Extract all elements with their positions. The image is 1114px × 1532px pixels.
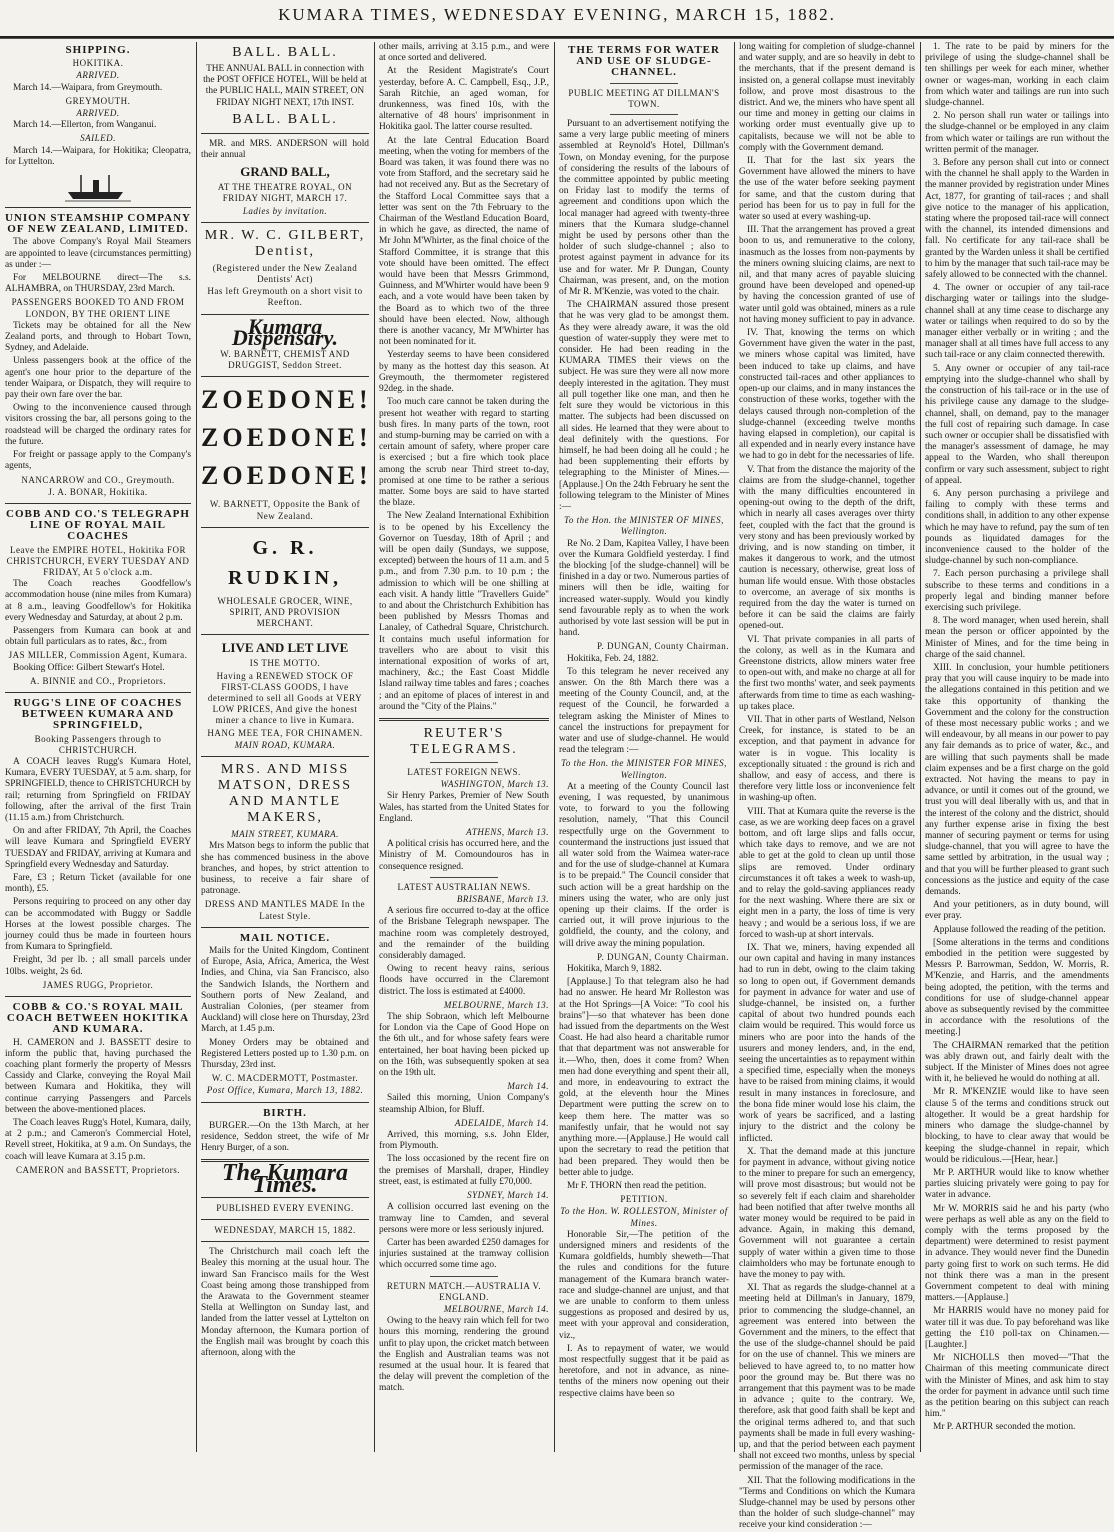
paragraph: 6. Any person purchasing a privilege and failing to comply with these terms and conditions shall, in addition to any other expense which he may have to refund, pay the sum of ten pounds as liquidated damages for the inconvenience caused to the holder of the sludge-channel by such non-compliance. (925, 488, 1109, 567)
divider (610, 114, 678, 115)
paragraph: Hokitika, March 9, 1882. (567, 964, 662, 975)
paragraph: A political crisis has occurred here, and the Ministry of M. Comoundouros has in consequence resigned. (379, 839, 549, 872)
column-3 (374, 42, 554, 1452)
paragraph: Too much care cannot be taken during the present hot weather with regard to starting bush fires. In many parts of the town, root and stump-burning may be carried on with a certain amount of safety, where proper care is exercised ; but a fire which took place among the scrub near Third street to-day, promised at one time to be rather a serious matter. Some boys are said to have started the blaze. (379, 397, 549, 509)
paragraph: Mr R. M'KENZIE would like to have seen clause 5 of the terms and conditions struck out altogether. It would be a great hardship for miners who damage the sludge-channel by blocking, to have to clear away that would be keeping the sludge-channel in repair, which would be ridiculous.—[Hear, hear.] (925, 1087, 1109, 1165)
paragraph: The ship Sobraon, which left Melbourne for London via the Cape of Good Hope on the 6th ult., and for whose safety fears were entertained, her boat having been picked up on the 16th, was subsequently spoken at sea on the 19th ult. (379, 1012, 549, 1079)
divider (201, 222, 369, 223)
agent-signature: JAMES RUGG, Proprietor. (42, 979, 154, 990)
dateline: WASHINGTON, March 13. (440, 779, 549, 790)
postmaster-signature: W. C. MACDERMOTT, Postmaster. (211, 1073, 359, 1084)
paragraph: other mails, arriving at 3.15 p.m., and were at once sorted and delivered. (379, 42, 549, 64)
paragraph: VIII. That at Kumara quite the reverse is the case, as we are working deep faces on a gravel bottom, and oft large slips and falls occur, which take days to remove, and we are not able to get at the gold to clean up until those slips are removed. Under ordinary circumstances it oft takes a week to wash-up, and to relay the gold-saving appliances ready for the next washing. Where there are six or eight men in a party, the loss of time is very heavy ; and would be a serious loss, if we are forced to wash-up at short intervals. (739, 806, 915, 940)
dateline: ADELAIDE, March 14. (454, 1117, 549, 1128)
dateline: ATHENS, March 13. (466, 827, 549, 837)
paragraph: Persons requiring to proceed on any other day can be accommodated with Buggy or Saddle Horses at the lowest possible charges. The journey could thus be made in fourteen hours from Kumara to Springfield. (5, 897, 191, 953)
paragraph: Mr W. MORRIS said he and his party (who were perhaps as well able as any on the field to comply with the terms proposed by the department) were determined to resist payment in advance. They would never find the Dunedin party going first to work on such terms. He did not think there was a man in the present Government competent to deal with mining matters.—[Applause.] (925, 1203, 1109, 1304)
divider (201, 1219, 369, 1220)
divider (201, 756, 369, 757)
birth-heading: BIRTH. (263, 1106, 307, 1119)
section-heading: RETURN MATCH.—AUSTRALIA V. ENGLAND. (386, 1280, 542, 1302)
divider (379, 718, 549, 721)
paragraph: VI. That private companies in all parts of the colony, as well as in the Kumara and Greenstone districts, allow miners water free to open-out with, and make no charge at all for the first two months' water, and seek payments afterwards from time to time as each washing-up takes place. (739, 634, 915, 712)
issue-date: WEDNESDAY, MARCH 15, 1882. (214, 1224, 356, 1235)
paragraph: Hokitika, Feb. 24, 1882. (567, 653, 659, 664)
paragraph: The New Zealand International Exhibition is to be opened by his Excellency the Governor on Tuesday, 18th of April ; and will be open daily (Sundays, we suppose, excepted) between the hours of 11 a.m. and 5 p.m., and from 7.30 p.m. to 10 p.m ; the admission to which will be one shilling at each visit. A handy little "Travellers Guide" to and about the Christchurch Exhibition has been published by Messrs Thomas and Lanaley, of Cathedral Square, Christchurch. It contains much useful information for travellers who are about to visit this international exposition of works of art, machinery, &c.; the East Coast Middle Island railway time tables and fares ; coaches ; and an epitome of places of interest in and around the "City of the Plains." (379, 511, 549, 712)
dentist-note: Has left Greymouth on a short visit to Reefton. (207, 286, 363, 308)
paragraph: XIII. In conclusion, your humble petitioners pray that you will cause inquiry to be made into the allegations contained in this petition and we take this opportunity of thanking the Government and the colony for the construction of these most necessary public works ; and we will endeavour, by all means in our power to pay any fair demands as to price of water, &c., and are willing that such payments shall be made claim expenses and be a first charge on the gold extracted. Not having the means to pay in advance, or until it comes out of the ground, we trust you will deal liberally with us, and that in the interest of the colony and the district, should any further expense arise in fixing the best manner of securing payment or terms for using sludge-channel, that you will agree to have the same settled by arbitration, in the usual way ; and that you will be further pleased to grant such concessions as the justice and equity of the case demands. (925, 662, 1109, 898)
cobb-royal-mail-heading: COBB & CO.'S ROYAL MAIL COACH BETWEEN HOKITIKA AND KUMARA. (6, 1001, 190, 1036)
post-office-line: Post Office, Kumara, March 13, 1882. (206, 1085, 364, 1096)
column-2 (196, 42, 374, 1452)
paragraph: At the Resident Magistrate's Court yesterday, before A. C. Campbell, Esq., J.P., Sarah Ritchie, an aged woman, for drunkenness, was fined 10s, with the alternative of 48 hours' imprisonment in Hokitika gaol. The latter course resulted. (379, 66, 549, 133)
paragraph: Money Orders may be obtained and Registered Letters posted up to 1.30 p.m. on Thursday, 23rd inst. (201, 1037, 369, 1070)
zoedone-heading: ZOEDONE! (201, 385, 372, 415)
paragraph: The Coach reaches Goodfellow's accommodation house (nine miles from Kumara) at 8 a.m., leaving Goodfellow's for Hokitika every Wednesday and Saturday, at about 2 p.m. (5, 579, 191, 623)
divider (201, 1102, 369, 1103)
paragraph: The above Company's Royal Mail Steamers are appointed to leave (circumstances permitting) as under :— (5, 237, 191, 270)
paragraph: Yesterday seems to have been considered by many as the hottest day this season. At Greymouth, the thermometer registered 92deg. in the shade. (379, 350, 549, 395)
paragraph: II. That for the last six years the Government have allowed the miners to have the use of the water before seeking payment for same, and that the custom during that period has been for us to pay in full for the water so used at every washing-up. (739, 156, 915, 223)
arrival-entry: March 14.—Ellerton, from Wanganui. (13, 120, 157, 131)
paragraph: The CHAIRMAN assured those present that he was very glad to be amongst them. As they were already aware, it was the old question of water-supply they were met to consider. He had been reading in the KUMARA TIMES their views on the subject. He was sure they were all now more deeply interested in the agitation. They must all pull together like one man, and then he felt sure they would be victorious in this matter. The subjects had been discussed on all sides. He learned that they were about to deal definitely with the questions. For himself, he had been doing all he could ; he had been supplementing their efforts by telegraphing to the Minister of Mines.—[Applause.] On the 24th February he sent the following telegram to the Minister of Mines :— (559, 300, 729, 512)
column-4 (554, 42, 734, 1452)
paragraph: On and after FRIDAY, 7th April, the Coaches will leave Kumara and Springfield EVERY TUESDAY and FRIDAY, arriving at Kumara and Springfield every Wednesday and Saturday. (5, 826, 191, 870)
paragraph: A collision occurred last evening on the tramway line to Camden, and several persons were more or less seriously injured. (379, 1202, 549, 1235)
paragraph: Mr P. ARTHUR would like to know whether parties sluicing privately were going to pay for water in advance. (925, 1167, 1109, 1201)
motto-heading: LIVE AND LET LIVE (221, 640, 349, 656)
paragraph: Re No. 2 Dam, Kapitea Valley, I have been over the Kumara Goldfield yesterday. I find the blocking [of the sludge-channel] will be finished in a day or two. Numerous parties of miners will then be idle, waiting for increased water-supply. Would you kindly send favourable reply as to when the work authorised by vote last session will be put in hand. (559, 538, 730, 639)
rudkin-trade: WHOLESALE GROCER, WINE, SPIRIT, AND PROVISION MERCHANT. (217, 595, 353, 629)
paragraph: Mr HARRIS would have no money paid for water till it was due. To pay beforehand was like getting the £10 poll-tax on Chinamen.—[Laughter.] (925, 1306, 1109, 1350)
paragraph: Mr P. ARTHUR seconded the motion. (933, 1422, 1076, 1433)
divider (201, 376, 369, 377)
arrived-label: ARRIVED. (76, 70, 120, 81)
theatre-line: AT THE THEATRE ROYAL, ON FRIDAY NIGHT, MARCH 17. (217, 182, 353, 204)
paragraph: IV. That, knowing the terms on which Government have given the water in the past, we miners whose capital was limited, have been induced to take up claims, and have constructed tail-races and other appliances to open-up our claims, and in many instances the construction of these works, together with the delays caused through non-completion of the sludge-channel (exceeding twelve months having elapsed in completion), our capital is all expended and in nearly every instance have we had to go in debt for the necessaries of life. (739, 328, 915, 462)
zoedone-heading: ZOEDONE! (201, 423, 372, 453)
chemist-line: W. BARNETT, CHEMIST AND DRUGGIST, Seddon Street. (220, 349, 350, 371)
divider (201, 927, 369, 928)
grand-ball-heading: GRAND BALL, (240, 164, 330, 180)
paragraph: X. That the demand made at this juncture for payment in advance, without giving notice to the miner to prepare for such an emergency, will prove most disastrous; but would not be so severely felt if each claim and shareholder had been notified that after twelve months all water money would be required to be paid in advance. Again, in making this demand, Government will not guarantee a certain supply of water within a given time to those claimholders who may be fortunate enough to have the money to pay with. (739, 1146, 915, 1280)
paragraph: Sailed this morning, Union Company's steamship Albion, for Bluff. (379, 1093, 549, 1115)
paragraph: Applause followed the reading of the petition. (933, 924, 1106, 935)
section-heading: LATEST FOREIGN NEWS. (407, 766, 521, 777)
paragraph: Sir Henry Parkes, Premier of New South Wales, has started from the United States for England. (379, 791, 549, 824)
column-6 (920, 42, 1114, 1452)
paragraph: The Christchurch mail coach left the Bealey this morning at the usual hour. The inward San Francisco mails for the West Coast being among those transhipped from the Arawata to the Government steamer Stella at Wellington on Sunday last, and landed from the latter vessel at Lyttelton on Monday afternoon, the Kumara portion of the English mail was brought by coach this afternoon, along with the (201, 1247, 369, 1359)
zoedone-heading: ZOEDONE! (201, 461, 372, 491)
paragraph: At a meeting of the County Council last evening, I was requested, by unanimous vote, to forward to you the following resolution, namely, "That this Council respectfully urge on the Government to countermand the instructions just issued that all water sold from the Waimea water-race and for the use of sludge-channel at Kumara is to be prepaid." The Council consider that such action will be a great hardship on the miners using the water, who are only just opening up their claims. If the order is carried out, it will prove injurious to the goldfield, the county, and the colony, and will drive away the mining population. (559, 781, 729, 949)
column-1 (0, 42, 196, 1452)
signature: P. DUNGAN, County Chairman. (597, 641, 729, 652)
article-subheading: PUBLIC MEETING AT DILLMAN'S TOWN. (568, 87, 720, 109)
published-line: PUBLISHED EVERY EVENING. (216, 1202, 354, 1213)
section-heading: LATEST AUSTRALIAN NEWS. (397, 881, 531, 892)
agent-signature: CAMERON and BASSETT, Proprietors. (15, 1164, 181, 1175)
cobb-schedule: Leave the EMPIRE HOTEL, Hokitika FOR CHRISTCHURCH, EVERY TUESDAY AND FRIDAY, At 5 o'clock a.m. (6, 544, 190, 577)
paragraph: III. That the arrangement has proved a great boon to us, and remunerative to the colony, inasmuch as the losses from non-payments by the miners owning sluicing claims, are next to nil, and that many acres of payable sluicing ground have been developed and opened-up by having the concession granted of use of water until gold was obtained, miners as a rule not having money sufficient to pay in advance. (739, 225, 915, 325)
ladies-line: Ladies by invitation. (242, 205, 328, 216)
paragraph: IX. That we, miners, having expended all our own capital and having in many instances had to run in debt, owing to the claim taking so long to open out, if Government demands for payment in advance for water and use of sludge-channel, be insisted on, a further capital of about two hundred pounds each claim would be required. This would force us miners who are poor into the hands of the usurers and money lenders, and, in the end, seeing the uncertainties as to repayment within a specified time, especially when the moneys have to be raised from mining claims, it would result in many instances in foreclosure, and the bona fide miner would lose his claim, the work of years be sacrificed, and a lasting injury to the district and the colony be inflicted. (739, 943, 915, 1144)
paragraph: VII. That in other parts of Westland, Nelson Creek, for instance, is stated to be an exception, and that payment in advance for water is in vogue. This locality is exceptionally situated : the ground is rich and shallow, and easy of access, and there is therefore very little loss or inconvenience felt in washing-up often. (739, 714, 915, 804)
divider (201, 1241, 369, 1242)
rugg-subheading: Booking Passengers through to CHRISTCHURCH. (34, 733, 162, 755)
paragraph: To this telegram he never received any answer. On the 8th March there was a meeting of the County Council, and, at the request of the Council, he forwarded a telegram asking the Minister of Mines to cancel the instructions for prepayment for water and use of sludge-channel. He would read the telegram :— (559, 666, 729, 756)
union-company-heading: UNION STEAMSHIP COMPANY OF NEW ZEALAND, LIMITED. (5, 212, 191, 236)
dateline: March 14. (507, 1081, 549, 1092)
paragraph: Arrived, this morning, s.s. John Elder, from Plymouth. (379, 1130, 549, 1152)
paragraph: [Some alterations in the terms and conditions embodied in the petition were suggested by Messrs P. Barrowman, Seddon, W. Morris, R. M'Kenzie, and Harris, and the amendments being adopted, the petition, with the terms and conditions for use of sludge-channel appear above as subsequently revised by the committee in accordance with the resolutions of the meeting.] (925, 937, 1109, 1038)
rugg-heading: RUGG'S LINE OF COACHES BETWEEN KUMARA AND SPRINGFIELD, (13, 696, 183, 732)
ball-heading: BALL. BALL. (232, 45, 338, 60)
divider (430, 877, 498, 878)
dispensary-heading: Kumara Dispensary. (231, 313, 339, 350)
divider (610, 83, 678, 84)
agent-signature: NANCARROW and CO., Greymouth. (21, 474, 175, 485)
passengers-heading: PASSENGERS BOOKED TO AND FROM LONDON, BY THE ORIENT LINE (11, 297, 185, 319)
signature: P. DUNGAN, County Chairman. (597, 951, 729, 962)
address-line: MAIN ROAD, KUMARA. (234, 739, 336, 750)
steamship-icon (63, 172, 133, 202)
sailed-label: SAILED. (80, 133, 116, 144)
paragraph: For MELBOURNE direct—The s.s. ALHAMBRA, on THURSDAY, 23rd March. (5, 273, 191, 295)
renewed-stock: Having a RENEWED STOCK OF FIRST-CLASS GOODS, I have determined to sell all Goods at VERY LOW PRICES, And give the honest miner a chance to live in Kumara. (207, 670, 363, 726)
ball-heading: BALL. BALL. (232, 111, 338, 127)
paragraph: long waiting for completion of sludge-channel and water supply, and are so heavily in debt to the merchants, that if the present demand is insisted on, a general collapse must inevitably follow, and prove most disastrous to the district. And we, the miners who have spent all our time and money in getting our claims in working order must eventually give up to capitalists, because we will not be able to comply with the Government demand. (739, 42, 916, 153)
rudkin-heading: G. R. RUDKIN, (227, 536, 343, 589)
dateline: MELBOURNE, March 13. (443, 999, 549, 1010)
divider (201, 527, 369, 528)
paragraph: 4. The owner or occupier of any tail-race discharging water or tailings into the sludge-channel shall at any time cease to discharge any water or tailings when required to do so by the manager either verbally or in writing ; and the manager shall at all times have full access to any such tail-race or any claim connected therewith. (925, 283, 1109, 361)
paragraph: XII. That the following modifications in the "Terms and Conditions on which the Kumara Sludge-channel may be used by persons other than the holder of such sludge-channel" may receive your kind consideration :— (739, 1475, 915, 1531)
divider (5, 503, 191, 504)
page-masthead: KUMARA TIMES, WEDNESDAY EVENING, MARCH 15, 1882. (0, 0, 1114, 38)
agent-signature: A. BINNIE and CO., Proprietors. (30, 675, 166, 686)
divider (430, 762, 498, 763)
matson-heading: MRS. AND MISS MATSON, DRESS AND MANTLE MAKERS, (217, 762, 353, 826)
divider (5, 692, 191, 693)
paragraph: Owing to the heavy rain which fell for two hours this morning, rendering the ground unfit to play upon, the cricket match between the English and Australian teams was not resumed at the usual hour. It is feared that the delay will prevent the completion of the match. (379, 1316, 549, 1394)
port-heading: HOKITIKA. (72, 58, 124, 69)
paragraph: Owing to recent heavy rains, serious floods have occurred in the Claremont district. The loss is estimated at £4000. (379, 964, 549, 997)
dentist-heading: MR. W. C. GILBERT, Dentist, (204, 227, 366, 259)
paragraph: Mr F. THORN then read the petition. (567, 1180, 707, 1191)
paragraph: 3. Before any person shall cut into or connect with the channel he shall apply to the Warden in the manner provided by registration under Mines Act, 1877, for granting of tail-races ; and shall give notice to the manager of his application, stating where the proposed tail-race will connect with the channel, its intended dimensions and fall. No certificate for any tail-race shall be granted by the Warden unless it shall be certified to him by the manager that such tail-race may be safely allowed to be connected with the channel. (925, 158, 1109, 281)
dress-line: DRESS AND MANTLES MADE In the Latest Style. (204, 899, 366, 921)
chemist-line: W. BARNETT, Opposite the Bank of New Zealand. (209, 499, 361, 521)
paragraph: Pursuant to an advertisement notifying the same a very large public meeting of miners assembled at Reynold's Hotel, Dillman's Town, on Monday evening, for the purpose of considering the results of the labours of the committee appointed by public meeting on Friday last to modify the terms of agreement and conditions upon which the local manager had agreed with twenty-three miners that the Kumara sludge-channel might be used by persons other than the holder of such sludge-channel ; also to protest against payment in advance for its use and for water. Mr P. Dungan, County Chairman, was present, and, on the motion of Mr R. M'Kenzie, was voted to the chair. (559, 119, 729, 298)
addressee: To the Hon. W. ROLLESTON, Minister of Mines. (560, 1206, 728, 1228)
paragraph: XI. That as regards the sludge-channel at a meeting held at Dillman's in January, 1879, prior to commencing the sludge-channel, an agreement was entered into between the Government and the miners, to the effect that the use of the sludge-channel should be paid for on the use of channel. This we miners are believed to have agreed to, to no matter how poor the ground may be. But there was no arrangement that this payment was to be made in advance ; quite to the contrary. We, therefore, ask that good faith shall be kept and the original terms adhered to, and that such payments shall be made in full every washing-up, and that the period between each payment shall not exceed two months, unless by special permission of the manager of the race. (739, 1283, 915, 1473)
paragraph: V. That from the distance the majority of the claims are from the sludge-channel, together with the many difficulties encountered in opening-out owing to the depth of the drift, which in nearly all cases averages over thirty feet, coupled with the fact that the ground is very stony and has been previously worked by driving, and is now standing on timber, it makes it dangerous to work, and the utmost caution is necessary, otherwise, great loss of human life would ensue. With those obstacles to overcome, an average of six months is required from the day the water is turned on before it can be said the claims are fairly opened-out. (739, 464, 915, 632)
dateline: SYDNEY, March 14. (467, 1190, 549, 1201)
paragraph: 2. No person shall run water or tailings into the sludge-channel or be employed in any claim from which water or tailings are run without the written permit of the manager. (925, 111, 1109, 155)
petition-heading: PETITION. (620, 1194, 668, 1205)
article-heading: THE TERMS FOR WATER AND USE OF SLUDGE-CHANNEL. (568, 44, 720, 79)
paragraph: 8. The word manager, when used herein, shall mean the person or officer appointed by the Minister of Mines, and for the time being in charge of the said channel. (925, 616, 1109, 660)
divider (201, 634, 369, 635)
paragraph: [Applause.] To that telegram also he had had no answer. He heard Mr Rolleston was at the Hot Springs—[A Voice: "To cool his brains"]—so that whatever has been done had issued from the departments on the West Coast. He had also heard a charitable rumor that that department was not answerable for it.—Who, then, does it come from? When men had done everything and spent their all, and more, in endeavouring to extract the gold, at the eleventh hour the Mines Department were putting the screw on to keep them here. The matter was so manifestly unfair, that he would not say anything more.—[Applause.] He would call upon the secretary to read the petition that had been prepared. They would then be better able to judge. (559, 977, 729, 1178)
paragraph: I. As to repayment of water, we would most respectfully suggest that it be paid as heretofore, and not in advance, as nine-tenths of the miners now opening out their respective claims have been so (559, 1343, 729, 1399)
paragraph: The loss occasioned by the recent fire on the premises of Marshall, draper, Hindley street, east, is estimated at fully £70,000. (379, 1154, 549, 1187)
agent-signature: J. A. BONAR, Hokitika. (48, 486, 148, 497)
paragraph: And your petitioners, as in duty bound, will ever pray. (925, 900, 1109, 922)
paragraph: The CHAIRMAN remarked that the petition was ably drawn out, and fairly dealt with the subject. If the Minister of Mines does not agree with it, he believed he would do nothing at all. (925, 1040, 1109, 1085)
paragraph: Booking Office: Gilbert Stewart's Hotel. (13, 662, 165, 673)
paragraph: BURGER.—On the 13th March, at her residence, Seddon street, the wife of Mr Henry Burger, of a son. (201, 1120, 369, 1154)
paragraph: A COACH leaves Rugg's Kumara Hotel, Kumara, EVERY TUESDAY, at 5 a.m. sharp, for SPRINGFIELD, thence to CHRISTCHURCH by rail; returning from Springfield on FRIDAY following, after the arrival of the first Train (11.15 a.m.) from Christchurch. (5, 756, 191, 823)
paragraph: Tickets may be obtained for all the New Zealand ports, and through to Hobart Town, Sydney, and Adelaide. (5, 320, 191, 354)
column-5 (734, 42, 920, 1531)
paragraph: Honorable Sir,—The petition of the undersigned miners and residents of the Kumara goldfields, humbly sheweth—That the rules and conditions for the future management of the Kumara branch water-race and sludge-channel are unjust, and that we are unable to conform to them unless suggestions as proposed and desired by us, meet with your approval and consideration, viz., (559, 1229, 729, 1341)
port-heading: GREYMOUTH. (65, 95, 131, 106)
divider (430, 1276, 498, 1277)
divider (201, 133, 369, 134)
shipping-heading: SHIPPING. (65, 44, 131, 56)
paragraph: THE ANNUAL BALL in connection with the POST OFFICE HOTEL, Will be held at the PUBLIC HALL, MAIN STREET, ON FRIDAY NIGHT NEXT, 17th INST. (203, 64, 367, 108)
paragraph: Owing to the inconvenience caused through visitors crossing the bar, all persons going to the roadstead will be charged the ordinary rates for the future. (5, 403, 191, 447)
hang-mee-tea: HANG MEE TEA, FOR CHINAMEN. (207, 727, 363, 738)
paragraph: Carter has been awarded £250 damages for injuries sustained at the tramway collision which occurred some time ago. (379, 1237, 549, 1271)
paragraph: MR. and MRS. ANDERSON will hold their annual (201, 138, 369, 161)
mail-notice-heading: MAIL NOTICE. (239, 931, 331, 944)
paragraph: 5. Any owner or occupier of any tail-race emptying into the sludge-channel who shall by the construction of his tail-race or in the use of his privilege cause any damage to the sludge-channel, shall, on demand, pay to the manager the full cost of repairing such damage. In case such owner or occupier shall be dissatisfied with the manager's assessment of damage, he may appeal to the Warden, who shall thereupon confirm or vary such assessment, subject to right of appeal. (925, 363, 1109, 486)
reuters-heading: REUTER'S TELEGRAMS. (410, 725, 518, 757)
dentist-registration: (Registered under the New Zealand Dentists' Act) (212, 262, 358, 285)
dateline: MELBOURNE, March 14. (443, 1303, 549, 1314)
arrival-entry: March 14.—Waipara, from Greymouth. (13, 82, 163, 93)
paragraph: Mails for the United Kingdom, Continent of Europe, Asia, Africa, America, the West Indies, and China, via San Francisco, also the Sandwich Islands, the Northern and Southern ports of New Zealand, and Australian Colonies, (per steamer from Auckland) will close here on Thursday, 23rd March, at 1.45 p.m. (201, 945, 369, 1035)
paragraph: For freight or passage apply to the Company's agents, (5, 450, 191, 472)
cobb-heading: COBB AND CO.'S TELEGRAPH LINE OF ROYAL MAIL COACHES (6, 507, 190, 543)
dateline: BRISBANE, March 13. (456, 894, 549, 905)
divider (5, 207, 191, 208)
paragraph: 7. Each person purchasing a privilege shall subscribe to these terms and conditions in a properly legal and binding manner before exercising such privilege. (925, 569, 1109, 613)
address-line: MAIN STREET, KUMARA. (231, 829, 339, 840)
paragraph: A serious fire occurred to-day at the office of the Brisbane Telegraph newspaper. The machine room was completely destroyed, and the remainder of the building considerably damaged. (379, 906, 549, 962)
paragraph: Passengers from Kumara can book at and obtain full particulars as to rates, &c., from (5, 625, 191, 648)
paragraph: At the late Central Education Board meeting, when the voting for members of the Board was taken, it was found there was no vote from Stafford, and the secretary said he had not received any. But as the Secretary of the Stafford Local Committee says that a letter was sent on the 7th February to the Chairman of the Westland Education Board, in which he gave, as directed, the name of Mr John M'Whirter, as the final choice of the Stafford Committee, it is strange that this vote should have been omitted. The effect would have been that Messrs Grimmond, Guinness, and M'Whirter would have been 9 each, and a vote would have been taken by the Board as to which two of the three should have been elected. Now, although there is another vacancy, Mr M'Whirter has not been nominated for it. (379, 135, 549, 348)
addressee: To the Hon. the MINISTER FOR MINES, Wellington. (561, 758, 727, 780)
sailing-entry: March 14.—Waipara, for Hokitika; Cleopatra, for Lyttelton. (5, 145, 191, 167)
agent-signature: JAS MILLER, Commission Agent, Kumara. (8, 650, 188, 661)
masthead-rule (0, 38, 1114, 39)
addressee: To the Hon. the MINISTER OF MINES, Wellington. (564, 515, 724, 537)
paragraph: 1. The rate to be paid by miners for the privilege of using the sludge-channel shall be ten shillings per week for each miner, whether owner or wages-man, working in each claim from which water and tailings are run into such sludge-channel. (925, 42, 1109, 109)
paragraph: Freight, 3d per lb. ; all small parcels under 10lbs. weight, 2s 6d. (5, 955, 191, 977)
motto-line: IS THE MOTTO. (249, 658, 321, 669)
arrived-label: ARRIVED. (76, 108, 120, 119)
paragraph: Fare, £3 ; Return Ticket (available for one month), £5. (5, 873, 191, 895)
paragraph: Mrs Matson begs to inform the public that she has commenced business in the above branches, and hopes, by strict attention to business, to receive a fair share of patronage. (201, 841, 369, 897)
paragraph: The Coach leaves Rugg's Hotel, Kumara, daily, at 2 p.m.; and Cameron's Commercial Hotel, Revell street, Hokitika, at 9 a.m. On Sundays, the coach will leave Kumara at 3.15 p.m. (5, 1118, 191, 1162)
paragraph: Unless passengers book at the office of the agent's one hour prior to the departure of the tender Waipara, or Dispatch, they will require to pay their own fare over the bar. (5, 356, 191, 401)
paragraph: Mr NICHOLLS then moved—"That the Chairman of this meeting communicate direct with the Minister of Mines, and ask him to stay the order for payment in advance until such time as the petition bearing on this subject can reach him." (925, 1353, 1109, 1420)
newspaper-title: The Kumara Times. (221, 1160, 349, 1198)
paragraph: H. CAMERON and J. BASSETT desire to inform the public that, having purchased the coaching plant formerly the property of Messrs Cassidy and Clarke, conveying the Royal Mail between Kumara and Hokitika, they will continue carrying Passengers and Parcels between the above-mentioned places. (5, 1037, 191, 1115)
divider (5, 996, 191, 997)
